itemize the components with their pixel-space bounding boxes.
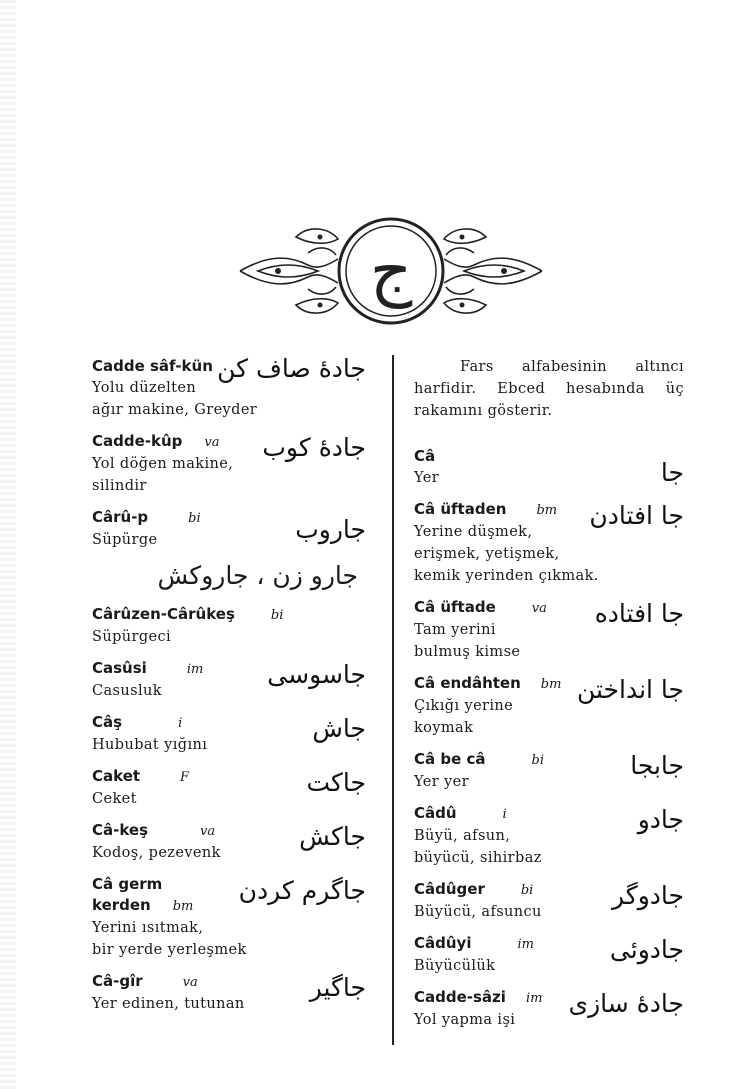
entry-def: büyücü, sihirbaz bbox=[414, 850, 542, 866]
entry-ca-endahten bbox=[414, 673, 684, 739]
entry-def: Süpürge bbox=[92, 532, 158, 548]
entry-def: Yer yer bbox=[414, 774, 469, 790]
entry-arabic: جا انداختن bbox=[576, 675, 684, 704]
entry-def: Yolu düzelten bbox=[92, 380, 197, 396]
entry-arabic: جاگرم کردن bbox=[238, 876, 366, 905]
entry-def: Yerine düşmek, bbox=[414, 524, 533, 540]
left-column bbox=[92, 356, 366, 1025]
entry-arabic: جادۀ سازی bbox=[568, 989, 684, 1018]
entry-head: Câ endâhten bm bbox=[414, 674, 562, 692]
entry-cakes bbox=[92, 820, 366, 864]
entry-head: Cadde-sâzi im bbox=[414, 988, 543, 1006]
entry-head: Câ üftade va bbox=[414, 598, 547, 616]
entry-ca bbox=[414, 446, 684, 489]
entry-def: Süpürgeci bbox=[92, 629, 172, 645]
entry-head: Câdû i bbox=[414, 804, 507, 822]
entry-arabic: جادۀ کوب bbox=[262, 433, 366, 462]
entry-def: ağır makine, Greyder bbox=[92, 402, 258, 418]
entry-cas bbox=[92, 712, 366, 756]
column-divider bbox=[392, 355, 394, 1045]
entry-arabic: جادو bbox=[637, 805, 684, 834]
entry-cadu bbox=[414, 803, 684, 869]
entry-def: Yer bbox=[414, 470, 440, 486]
entry-cadde-saf-kun bbox=[92, 356, 366, 421]
entry-caruzen bbox=[92, 604, 366, 648]
entry-head: Câ germ kerden bm bbox=[92, 875, 194, 914]
entry-arabic-line: جارو زن ، جاروکش bbox=[157, 561, 358, 590]
entry-arabic: جادوگر bbox=[612, 881, 684, 910]
entry-def: Büyü, afsun, bbox=[414, 828, 511, 844]
entry-head: Casûsi im bbox=[92, 659, 204, 677]
letter-intro: Fars alfabesinin altıncı harfidir. Ebced hesabında üç rakamını gösterir. bbox=[414, 359, 684, 419]
entry-def: Büyücülük bbox=[414, 958, 496, 974]
entry-def: Büyücü, afsuncu bbox=[414, 904, 542, 920]
entry-head: Câdûger bi bbox=[414, 880, 534, 898]
entry-ca-germ-kerden bbox=[92, 874, 366, 961]
entry-ca-uftade bbox=[414, 597, 684, 663]
entry-head: Cârûzen-Cârûkeş bi bbox=[92, 605, 284, 623]
entry-head: Cârû-p bi bbox=[92, 508, 201, 526]
entry-def: erişmek, yetişmek, bbox=[414, 546, 560, 562]
entry-def: koymak bbox=[414, 720, 474, 736]
entry-def: Çıkığı yerine bbox=[414, 698, 514, 714]
entry-head: Cadde-kûp va bbox=[92, 432, 220, 450]
entry-arabic: جاگیر bbox=[309, 973, 366, 1002]
entry-ca-uftaden bbox=[414, 499, 684, 587]
entry-def: Yerini ısıtmak, bbox=[92, 920, 204, 936]
entry-head: Câş i bbox=[92, 713, 183, 731]
entry-arabic: جاش bbox=[312, 714, 366, 743]
entry-arabic: جادوئی bbox=[609, 935, 684, 964]
entry-arabic: جاروب bbox=[295, 515, 366, 544]
entry-caket bbox=[92, 766, 366, 810]
entry-carup bbox=[92, 507, 366, 551]
entry-head: Câ bbox=[414, 447, 436, 465]
entry-def: Yer edinen, tutunan bbox=[92, 996, 245, 1012]
entry-caduger bbox=[414, 879, 684, 923]
entry-head: Caket F bbox=[92, 767, 190, 785]
right-column bbox=[414, 356, 684, 1041]
entry-def: Tam yerini bbox=[414, 622, 496, 638]
entry-head: Câ üftaden bm bbox=[414, 500, 558, 518]
entry-head: Cadde sâf-kün bbox=[92, 357, 213, 375]
entry-def: bir yerde yerleşmek bbox=[92, 942, 247, 958]
entry-head: Câ-gîr va bbox=[92, 972, 198, 990]
entry-def: kemik yerinden çıkmak. bbox=[414, 568, 599, 584]
entry-cadde-kup bbox=[92, 431, 366, 497]
entry-casusi bbox=[92, 658, 366, 702]
entry-arabic: جادۀ صاف کن bbox=[217, 354, 366, 383]
entry-arabic: جاکت bbox=[306, 768, 366, 797]
entry-arabic: جا bbox=[660, 458, 684, 487]
entry-head: Câ be câ bi bbox=[414, 750, 544, 768]
entry-def: Hububat yığını bbox=[92, 737, 208, 753]
entry-head: Câ-keş va bbox=[92, 821, 216, 839]
entry-arabic: جابجا bbox=[630, 751, 684, 780]
entry-def: silindir bbox=[92, 478, 147, 494]
entry-ca-be-ca bbox=[414, 749, 684, 793]
entry-arabic: جاکش bbox=[299, 822, 366, 851]
entry-arabic: جا افتادن bbox=[589, 501, 684, 530]
page-edge-shadow bbox=[0, 0, 16, 1092]
entry-def: bulmuş kimse bbox=[414, 644, 521, 660]
entry-def: Casusluk bbox=[92, 683, 162, 699]
entry-def: Yol döğen makine, bbox=[92, 456, 234, 472]
entry-def: Ceket bbox=[92, 791, 137, 807]
ornament-letter: ج bbox=[369, 232, 413, 309]
ornamental-header-icon bbox=[238, 215, 544, 327]
entry-caduyi bbox=[414, 933, 684, 977]
entry-def: Kodoş, pezevenk bbox=[92, 845, 221, 861]
entry-arabic: جا افتاده bbox=[594, 599, 684, 628]
entry-arabic: جاسوسی bbox=[267, 660, 366, 689]
entry-cadde-sazi bbox=[414, 987, 684, 1031]
entry-def: Yol yapma işi bbox=[414, 1012, 516, 1028]
entry-ca-gir bbox=[92, 971, 366, 1015]
entry-head: Câdûyi im bbox=[414, 934, 534, 952]
